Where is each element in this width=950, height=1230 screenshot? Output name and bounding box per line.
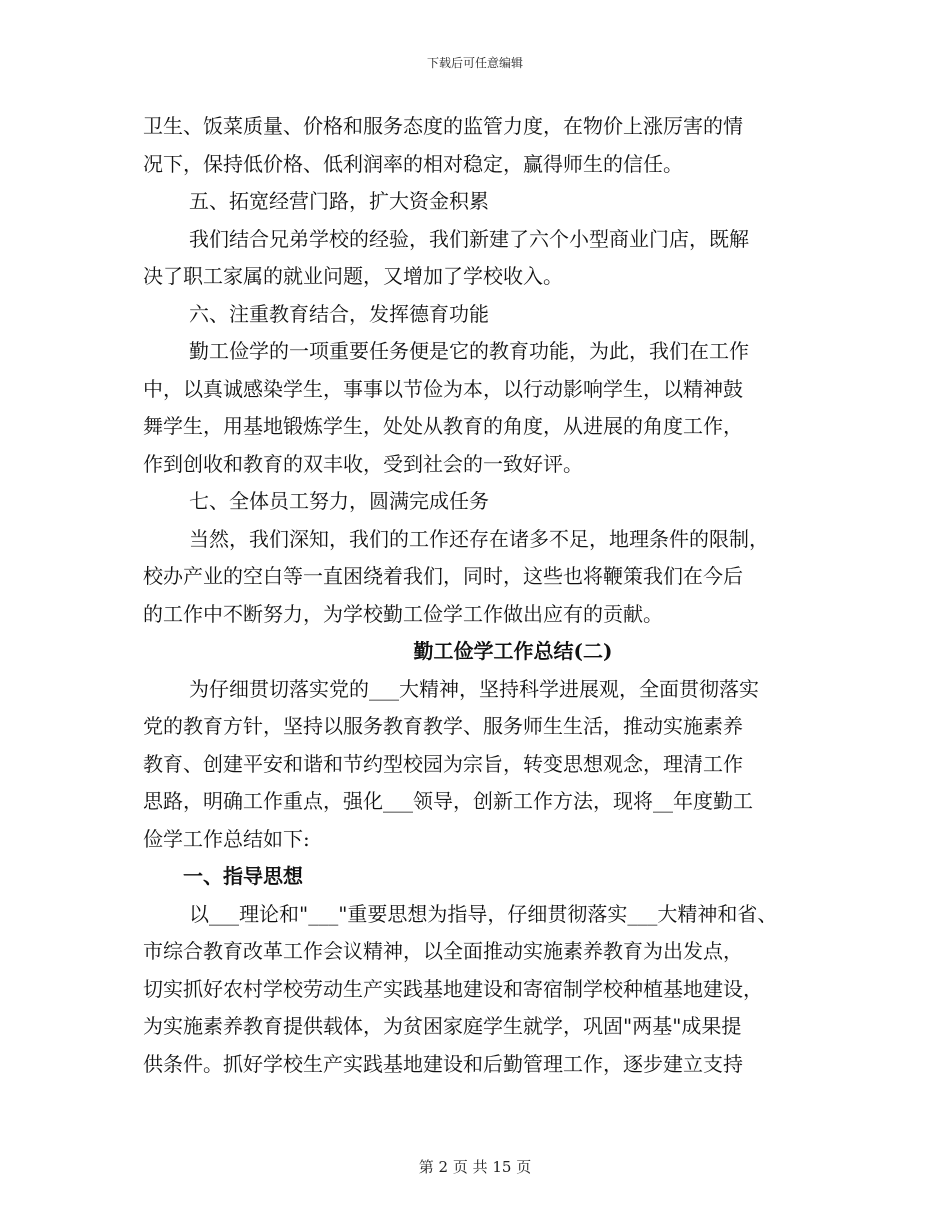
body-line: 思路，明确工作重点，强化___领导，创新工作方法，现将__年度勤工 [143, 789, 753, 813]
body-line: 教育、创建平安和谐和节约型校园为宗旨，转变思想观念，理清工作 [143, 751, 743, 776]
page-header-note: 下载后可任意编辑 [426, 56, 523, 70]
body-line: 校办产业的空白等一直困绕着我们，同时，这些也将鞭策我们在今后 [143, 564, 743, 588]
body-line: 舞学生，用基地锻炼学生，处处从教育的角度，从进展的角度工作， [143, 414, 743, 438]
body-line: 为实施素养教育提供载体，为贫困家庭学生就学，巩固"两基"成果提 [143, 1014, 742, 1038]
body-line: 卫生、饭菜质量、价格和服务态度的监管力度，在物价上涨厉害的情 [143, 114, 743, 138]
body-line: 作到创收和教育的双丰收，受到社会的一致好评。 [143, 451, 583, 476]
body-line: 的工作中不断努力，为学校勤工俭学工作做出应有的贡献。 [143, 601, 663, 626]
body-line: 我们结合兄弟学校的经验，我们新建了六个小型商业门店，既解 [189, 226, 749, 251]
section-heading: 七、全体员工努力，圆满完成任务 [189, 489, 489, 513]
bold-section-heading: 一、指导思想 [183, 864, 303, 888]
body-line: 供条件。抓好学校生产实践基地建设和后勤管理工作，逐步建立支持 [143, 1051, 743, 1076]
page-footer: 第 2 页 共 15 页 [418, 1158, 532, 1176]
document-subtitle: 勤工俭学工作总结(二) [413, 639, 613, 663]
body-line: 当然，我们深知，我们的工作还存在诸多不足，地理条件的限制， [189, 526, 769, 551]
body-line: 市综合教育改革工作会议精神，以全面推动实施素养教育为出发点， [143, 939, 743, 963]
document-body [143, 108, 823, 1083]
body-line: 中，以真诚感染学生，事事以节俭为本，以行动影响学生，以精神鼓 [143, 376, 743, 401]
section-heading: 六、注重教育结合，发挥德育功能 [189, 301, 489, 326]
body-line: 勤工俭学的一项重要任务便是它的教育功能，为此，我们在工作 [189, 339, 749, 363]
section-heading: 五、拓宽经营门路，扩大资金积累 [189, 189, 489, 213]
body-line: 以___理论和"___"重要思想为指导，仔细贯彻落实___大精神和省、 [189, 901, 778, 926]
body-line: 况下，保持低价格、低利润率的相对稳定，赢得师生的信任。 [143, 151, 683, 176]
body-line: 切实抓好农村学校劳动生产实践基地建设和寄宿制学校种植基地建设， [143, 976, 763, 1001]
body-line: 决了职工家属的就业问题，又增加了学校收入。 [143, 264, 563, 288]
body-line: 为仔细贯切落实党的___大精神，坚持科学进展观，全面贯彻落实 [189, 676, 759, 701]
body-line: 俭学工作总结如下: [143, 826, 310, 851]
body-line: 党的教育方针，坚持以服务教育教学、服务师生生活，推动实施素养 [143, 714, 743, 738]
